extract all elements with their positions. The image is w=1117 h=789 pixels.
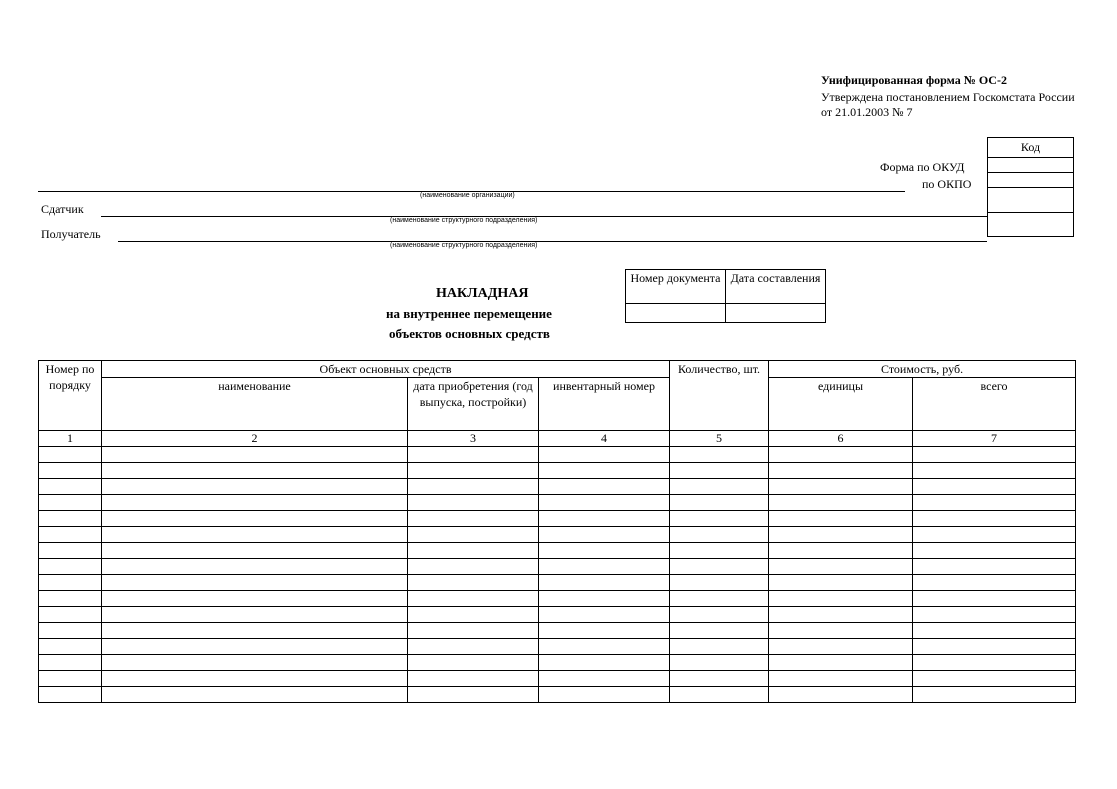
main-table [38, 360, 1076, 703]
table-row [39, 495, 1076, 511]
header-total-cost: всего [913, 378, 1076, 431]
table-cell[interactable] [670, 687, 769, 703]
table-cell[interactable] [769, 543, 913, 559]
column-number: 5 [670, 431, 769, 447]
table-cell[interactable] [408, 479, 539, 495]
table-cell[interactable] [39, 527, 102, 543]
table-cell[interactable] [102, 479, 408, 495]
table-cell[interactable] [102, 495, 408, 511]
table-cell[interactable] [913, 511, 1076, 527]
table-row [39, 607, 1076, 623]
sender-label: Сдатчик [41, 202, 84, 216]
doc-number-header: Номер документа [626, 270, 726, 304]
table-cell[interactable] [408, 639, 539, 655]
table-cell[interactable] [102, 527, 408, 543]
sender-hint: (наименование структурного подразделения) [390, 217, 538, 224]
approval-line-2: от 21.01.2003 № 7 [821, 105, 913, 119]
table-row [39, 623, 1076, 639]
table-row [39, 655, 1076, 671]
table-cell[interactable] [670, 559, 769, 575]
table-cell[interactable] [913, 463, 1076, 479]
column-number: 7 [913, 431, 1076, 447]
table-cell[interactable] [102, 575, 408, 591]
table-cell[interactable] [913, 543, 1076, 559]
table-cell[interactable] [408, 671, 539, 687]
table-cell[interactable] [769, 575, 913, 591]
column-number: 3 [408, 431, 539, 447]
doc-date-field[interactable] [726, 304, 826, 323]
table-row [39, 575, 1076, 591]
table-cell[interactable] [913, 527, 1076, 543]
table-cell[interactable] [539, 575, 670, 591]
column-number: 1 [39, 431, 102, 447]
table-cell[interactable] [102, 639, 408, 655]
table-cell[interactable] [539, 671, 670, 687]
table-cell[interactable] [408, 463, 539, 479]
table-cell[interactable] [539, 495, 670, 511]
column-number-row [39, 431, 1076, 447]
table-cell[interactable] [39, 687, 102, 703]
table-cell[interactable] [39, 495, 102, 511]
table-cell[interactable] [408, 575, 539, 591]
okpo-code-cell[interactable] [988, 173, 1074, 188]
table-cell[interactable] [769, 655, 913, 671]
table-cell[interactable] [769, 559, 913, 575]
okpo-label: по ОКПО [922, 177, 972, 191]
table-cell[interactable] [769, 495, 913, 511]
table-cell[interactable] [913, 559, 1076, 575]
table-row [39, 511, 1076, 527]
table-cell[interactable] [769, 591, 913, 607]
table-cell[interactable] [769, 639, 913, 655]
table-row [39, 591, 1076, 607]
receiver-hint: (наименование структурного подразделения) [390, 242, 538, 249]
approval-line-1: Утверждена постановлением Госкомстата России [821, 90, 1075, 104]
table-cell[interactable] [39, 623, 102, 639]
table-cell[interactable] [769, 479, 913, 495]
table-cell[interactable] [408, 607, 539, 623]
table-cell[interactable] [39, 655, 102, 671]
table-cell[interactable] [408, 511, 539, 527]
table-row [39, 447, 1076, 463]
table-cell[interactable] [102, 463, 408, 479]
table-cell[interactable] [913, 607, 1076, 623]
codes-header: Код [988, 138, 1074, 158]
table-cell[interactable] [769, 607, 913, 623]
table-cell[interactable] [539, 639, 670, 655]
table-cell[interactable] [102, 607, 408, 623]
table-cell[interactable] [539, 543, 670, 559]
table-cell[interactable] [913, 447, 1076, 463]
document-subtitle-1: на внутреннее перемещение [386, 306, 552, 321]
table-cell[interactable] [39, 559, 102, 575]
sender-line[interactable] [101, 216, 987, 217]
table-row [39, 479, 1076, 495]
table-cell[interactable] [102, 591, 408, 607]
table-cell[interactable] [408, 591, 539, 607]
table-cell[interactable] [670, 495, 769, 511]
table-cell[interactable] [670, 447, 769, 463]
table-cell[interactable] [769, 623, 913, 639]
table-cell[interactable] [39, 543, 102, 559]
table-row [39, 671, 1076, 687]
header-number: Номер по порядку [39, 361, 102, 431]
table-cell[interactable] [539, 623, 670, 639]
column-number: 2 [102, 431, 408, 447]
header-inventory-number: инвентарный номер [539, 378, 670, 431]
table-cell[interactable] [39, 591, 102, 607]
table-cell[interactable] [769, 527, 913, 543]
form-name: Унифицированная форма № ОС-2 [821, 73, 1007, 87]
receiver-label: Получатель [41, 227, 101, 241]
table-cell[interactable] [670, 607, 769, 623]
table-row [39, 543, 1076, 559]
table-cell[interactable] [39, 575, 102, 591]
column-number: 4 [539, 431, 670, 447]
table-cell[interactable] [102, 687, 408, 703]
table-cell[interactable] [408, 623, 539, 639]
table-cell[interactable] [102, 671, 408, 687]
table-cell[interactable] [408, 495, 539, 511]
table-row [39, 687, 1076, 703]
table-cell[interactable] [39, 463, 102, 479]
table-cell[interactable] [913, 671, 1076, 687]
table-cell[interactable] [670, 479, 769, 495]
document-subtitle-2: объектов основных средств [389, 326, 550, 341]
table-cell[interactable] [913, 623, 1076, 639]
header-name: наименование [102, 378, 408, 431]
table-cell[interactable] [769, 463, 913, 479]
table-row [39, 559, 1076, 575]
table-cell[interactable] [408, 527, 539, 543]
table-cell[interactable] [670, 527, 769, 543]
header-quantity: Количество, шт. [670, 361, 769, 431]
table-cell[interactable] [670, 591, 769, 607]
table-cell[interactable] [670, 639, 769, 655]
document-title: НАКЛАДНАЯ [436, 286, 529, 301]
doc-number-field[interactable] [626, 304, 726, 323]
table-cell[interactable] [539, 559, 670, 575]
table-cell[interactable] [539, 447, 670, 463]
table-cell[interactable] [670, 671, 769, 687]
codes-box [987, 137, 1074, 237]
table-cell[interactable] [539, 687, 670, 703]
table-cell[interactable] [670, 511, 769, 527]
table-cell[interactable] [539, 655, 670, 671]
table-cell[interactable] [39, 639, 102, 655]
table-cell[interactable] [102, 623, 408, 639]
table-cell[interactable] [769, 687, 913, 703]
table-cell[interactable] [539, 607, 670, 623]
table-cell[interactable] [539, 527, 670, 543]
organization-hint: (наименование организации) [420, 192, 515, 199]
table-cell[interactable] [913, 575, 1076, 591]
table-cell[interactable] [39, 479, 102, 495]
table-cell[interactable] [670, 575, 769, 591]
table-cell[interactable] [539, 463, 670, 479]
table-cell[interactable] [408, 655, 539, 671]
table-cell[interactable] [769, 511, 913, 527]
table-cell[interactable] [913, 639, 1076, 655]
okud-code-cell[interactable] [988, 158, 1074, 173]
table-cell[interactable] [670, 543, 769, 559]
table-cell[interactable] [102, 447, 408, 463]
table-cell[interactable] [102, 655, 408, 671]
table-cell[interactable] [102, 559, 408, 575]
table-row [39, 639, 1076, 655]
table-cell[interactable] [539, 591, 670, 607]
table-cell[interactable] [39, 511, 102, 527]
okud-label: Форма по ОКУД [880, 160, 965, 174]
receiver-line[interactable] [118, 241, 987, 242]
document-info-table [625, 269, 826, 323]
doc-date-header: Дата составления [726, 270, 826, 304]
table-cell[interactable] [913, 655, 1076, 671]
header-object-group: Объект основных средств [102, 361, 670, 378]
table-cell[interactable] [408, 447, 539, 463]
table-cell[interactable] [408, 543, 539, 559]
table-cell[interactable] [102, 543, 408, 559]
table-cell[interactable] [408, 559, 539, 575]
table-cell[interactable] [769, 671, 913, 687]
table-cell[interactable] [670, 623, 769, 639]
column-number: 6 [769, 431, 913, 447]
table-row [39, 527, 1076, 543]
dept-code-cell[interactable] [988, 213, 1074, 237]
table-cell[interactable] [913, 687, 1076, 703]
table-row [39, 463, 1076, 479]
table-cell[interactable] [39, 671, 102, 687]
table-cell[interactable] [913, 591, 1076, 607]
table-cell[interactable] [670, 655, 769, 671]
table-cell[interactable] [913, 495, 1076, 511]
table-body [39, 447, 1076, 703]
table-cell[interactable] [39, 447, 102, 463]
header-unit-cost: единицы [769, 378, 913, 431]
org-code-cell[interactable] [988, 188, 1074, 213]
table-cell[interactable] [769, 447, 913, 463]
table-cell[interactable] [539, 511, 670, 527]
table-cell[interactable] [913, 479, 1076, 495]
table-cell[interactable] [408, 687, 539, 703]
header-cost-group: Стоимость, руб. [769, 361, 1076, 378]
table-cell[interactable] [102, 511, 408, 527]
table-cell[interactable] [539, 479, 670, 495]
header-acquisition-date: дата приобретения (год выпуска, постройки) [408, 378, 539, 431]
table-cell[interactable] [39, 607, 102, 623]
table-cell[interactable] [670, 463, 769, 479]
